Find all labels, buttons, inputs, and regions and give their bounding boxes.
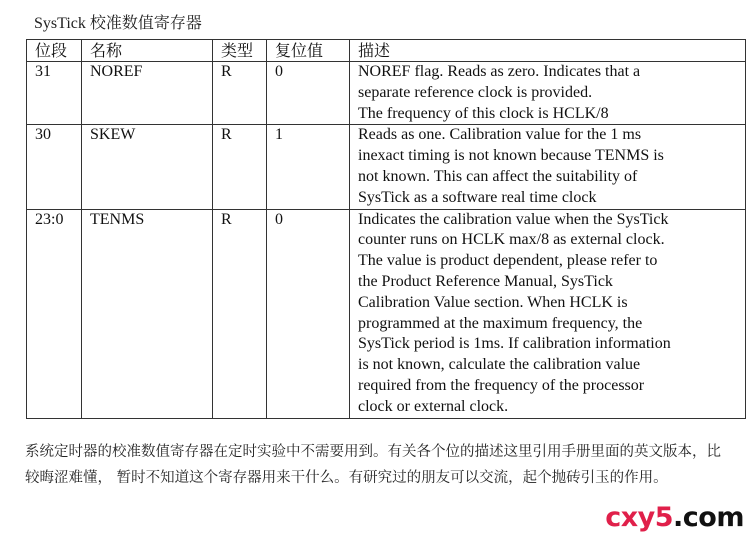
cell-type: R xyxy=(213,62,267,125)
site-watermark xyxy=(605,502,744,533)
header-bits: 位段 xyxy=(27,40,82,62)
header-description: 描述 xyxy=(350,40,746,62)
description-line: Calibration Value section. When HCLK is xyxy=(358,293,628,311)
cell-bits: 31 xyxy=(27,62,82,125)
register-title: SysTick 校准数值寄存器 xyxy=(34,15,202,32)
cell-description xyxy=(350,62,746,125)
table-row xyxy=(27,125,746,209)
description-line: Reads as one. Calibration value for the 1 ms xyxy=(358,126,642,144)
cell-name: SKEW xyxy=(82,125,213,209)
header-reset: 复位值 xyxy=(267,40,350,62)
description-line: SysTick period is 1ms. If calibration information xyxy=(358,335,671,353)
cell-type: R xyxy=(213,125,267,209)
description-line: separate reference clock is provided. xyxy=(358,83,593,101)
description-line: clock or external clock. xyxy=(358,397,509,415)
description-line: SysTick as a software real time clock xyxy=(358,188,597,206)
header-type: 类型 xyxy=(213,40,267,62)
description-line: is not known, calculate the calibration value xyxy=(358,356,641,374)
cell-description xyxy=(350,209,746,418)
description-line: The frequency of this clock is HCLK/8 xyxy=(358,104,609,122)
watermark-part-b: .com xyxy=(673,502,744,533)
cell-bits: 30 xyxy=(27,125,82,209)
table-row xyxy=(27,62,746,125)
description-line: The value is product dependent, please refer to xyxy=(358,252,658,270)
cell-description xyxy=(350,125,746,209)
watermark-part-a: cxy5 xyxy=(605,502,674,533)
cell-name: TENMS xyxy=(82,209,213,418)
register-table xyxy=(26,39,746,419)
table-header-row xyxy=(27,40,746,62)
header-name: 名称 xyxy=(82,40,213,62)
cell-name: NOREF xyxy=(82,62,213,125)
description-line: required from the frequency of the processor xyxy=(358,376,645,394)
cell-reset: 0 xyxy=(267,209,350,418)
cell-bits: 23:0 xyxy=(27,209,82,418)
table-row xyxy=(27,209,746,418)
caption-paragraph: 系统定时器的校准数值寄存器在定时实验中不需要用到。有关各个位的描述这里引用手册里面的英文版本，比较晦涩难懂， 暂时不知道这个寄存器用来干什么。有研究过的朋友可以交流，起个抛砖引玉的作用。 xyxy=(25,444,721,486)
description-line: not known. This can affect the suitability of xyxy=(358,167,638,185)
description-line: programmed at the maximum frequency, the xyxy=(358,314,643,332)
document-panel xyxy=(24,8,722,416)
cell-type: R xyxy=(213,209,267,418)
cell-reset: 1 xyxy=(267,125,350,209)
description-line: Indicates the calibration value when the SysTick xyxy=(358,210,669,228)
description-line: the Product Reference Manual, SysTick xyxy=(358,272,613,290)
description-line: counter runs on HCLK max/8 as external clock. xyxy=(358,231,665,249)
description-line: NOREF flag. Reads as zero. Indicates that a xyxy=(358,63,641,80)
description-line: inexact timing is not known because TENMS is xyxy=(358,147,664,165)
cell-reset: 0 xyxy=(267,62,350,125)
